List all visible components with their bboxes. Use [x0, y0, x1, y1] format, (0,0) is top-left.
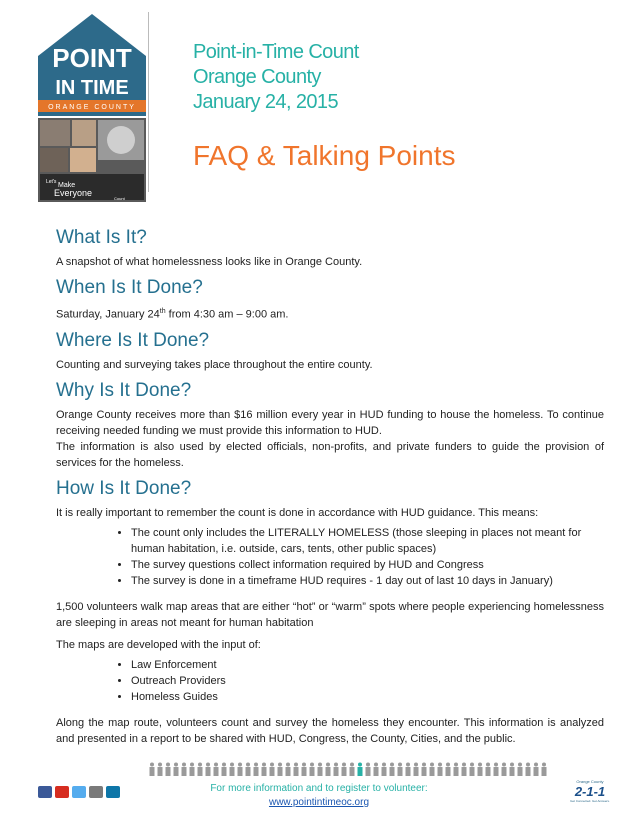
person-icon — [478, 763, 483, 777]
section-how — [56, 477, 604, 747]
person-icon — [502, 763, 507, 777]
person-icon — [526, 763, 531, 777]
person-icon — [270, 763, 275, 777]
section-body: Counting and surveying takes place throughout the entire county. — [56, 358, 373, 371]
list-item: • Outreach Providers — [131, 673, 604, 689]
person-icon — [254, 763, 259, 777]
photo-tile — [40, 120, 70, 146]
person-icon — [262, 763, 267, 777]
person-icon — [150, 763, 155, 777]
person-icon — [286, 763, 291, 777]
footer-link[interactable]: www.pointintimeoc.org — [268, 797, 370, 808]
closing-paragraph: Along the map route, volunteers count and survey the homeless they encounter. This information is analyzed and presented in a report to be shared with HUD, Congress, the County, Cities, and the public. — [56, 716, 604, 745]
section-body: Orange County receives more than $16 million every year in HUD funding to house the homeless. To continue receiving needed funding we must provide this information to HUD. — [56, 408, 604, 437]
logo-line2: IN TIME — [55, 77, 129, 99]
person-icon — [398, 763, 403, 777]
person-icon — [462, 763, 467, 777]
person-icon — [222, 763, 227, 777]
person-icon — [238, 763, 243, 777]
person-icon — [510, 763, 515, 777]
person-icon — [334, 763, 339, 777]
person-icon — [446, 763, 451, 777]
people-strip — [148, 762, 553, 776]
person-icon — [486, 763, 491, 777]
section-what — [56, 226, 604, 270]
person-icon — [438, 763, 443, 777]
person-icon — [366, 763, 371, 777]
section-heading: Where Is It Done? — [56, 329, 210, 351]
person-icon — [246, 763, 251, 777]
person-icon — [214, 763, 219, 777]
person-icon — [318, 763, 323, 777]
person-icon — [430, 763, 435, 777]
header-divider — [148, 12, 149, 192]
person-icon — [414, 763, 419, 777]
maps-bullets — [56, 657, 604, 705]
211-logo-main: 2-1-1 — [574, 784, 606, 799]
section-when — [56, 276, 604, 323]
footer-info: For more information and to register to volunteer: — [210, 783, 428, 794]
person-icon — [358, 763, 363, 777]
person-icon — [374, 763, 379, 777]
logo-tagline-2: Make — [58, 182, 76, 189]
person-icon — [198, 763, 203, 777]
211-logo-top: Orange County — [576, 779, 604, 784]
list-item: • Homeless Guides — [131, 689, 604, 705]
section-body: The information is also used by elected officials, non-profits, and private funders to guide the provision of services for the homeless. — [56, 440, 604, 469]
person-icon — [494, 763, 499, 777]
section-heading: Why Is It Done? — [56, 379, 192, 401]
logo-band-text: ORANGE COUNTY — [48, 104, 136, 111]
maps-intro: The maps are developed with the input of: — [56, 638, 261, 651]
header-line2: Orange County — [193, 66, 321, 88]
when-date: Saturday, January 24 — [56, 308, 160, 321]
list-item: • Law Enforcement — [131, 657, 604, 673]
person-icon — [190, 763, 195, 777]
person-icon — [278, 763, 283, 777]
logo-tagline-4: Count — [114, 196, 125, 201]
logo-line1: POINT — [52, 43, 132, 73]
person-icon — [206, 763, 211, 777]
section-heading: How Is It Done? — [56, 477, 192, 499]
photo-tile — [40, 148, 68, 172]
section-body: It is really important to remember the count is done in accordance with HUD guidance. This means: — [56, 506, 539, 519]
header-title — [193, 40, 359, 115]
person-icon — [294, 763, 299, 777]
main-content — [56, 226, 604, 753]
hud-bullets — [56, 525, 604, 589]
section-heading: When Is It Done? — [56, 277, 203, 298]
when-time: from 4:30 am – 9:00 am. — [165, 308, 289, 321]
person-icon — [518, 763, 523, 777]
person-icon — [390, 763, 395, 777]
photo-tile — [72, 120, 96, 146]
211-logo-sub: Get Connected. Get Answers. — [570, 799, 610, 803]
person-icon — [454, 763, 459, 777]
person-icon — [326, 763, 331, 777]
person-icon — [350, 763, 355, 777]
211-logo — [566, 778, 614, 804]
person-icon — [302, 763, 307, 777]
section-body — [56, 304, 604, 323]
person-icon — [422, 763, 427, 777]
person-icon — [342, 763, 347, 777]
person-icon — [310, 763, 315, 777]
section-where — [56, 329, 604, 373]
header-line3: January 24, 2015 — [193, 91, 338, 113]
person-icon — [166, 763, 171, 777]
section-heading: What Is It? — [56, 227, 147, 248]
photo-tile — [70, 148, 96, 172]
person-icon — [542, 763, 547, 777]
person-icon — [406, 763, 411, 777]
point-in-time-logo — [36, 12, 148, 204]
person-icon — [182, 763, 187, 777]
when-date-suffix: th — [159, 308, 166, 315]
header-line1: Point-in-Time Count — [193, 41, 359, 63]
photo-face — [107, 126, 135, 154]
person-icon — [230, 763, 235, 777]
faq-title: FAQ & Talking Points — [193, 140, 456, 171]
volunteers-paragraph: 1,500 volunteers walk map areas that are either “hot” or “warm” spots where people experiencing homelessness are sleeping in areas not meant for human habitation — [56, 600, 604, 629]
logo-tagline-3: Everyone — [54, 188, 93, 198]
person-icon — [470, 763, 475, 777]
list-item: • The survey is done in a timeframe HUD requires - 1 day out of last 10 days in January) — [131, 573, 604, 589]
section-body: A snapshot of what homelessness looks like in Orange County. — [56, 256, 363, 268]
section-why — [56, 379, 604, 471]
person-icon — [174, 763, 179, 777]
list-item: • The survey questions collect information required by HUD and Congress — [131, 557, 604, 573]
person-icon — [158, 763, 163, 777]
list-item: • The count only includes the LITERALLY HOMELESS (those sleeping in places not meant for human habitation, i.e. outside, cars, tents, other public spaces) — [131, 525, 604, 557]
person-icon — [382, 763, 387, 777]
logo-tagline-1: Let's — [46, 179, 57, 185]
person-icon — [534, 763, 539, 777]
